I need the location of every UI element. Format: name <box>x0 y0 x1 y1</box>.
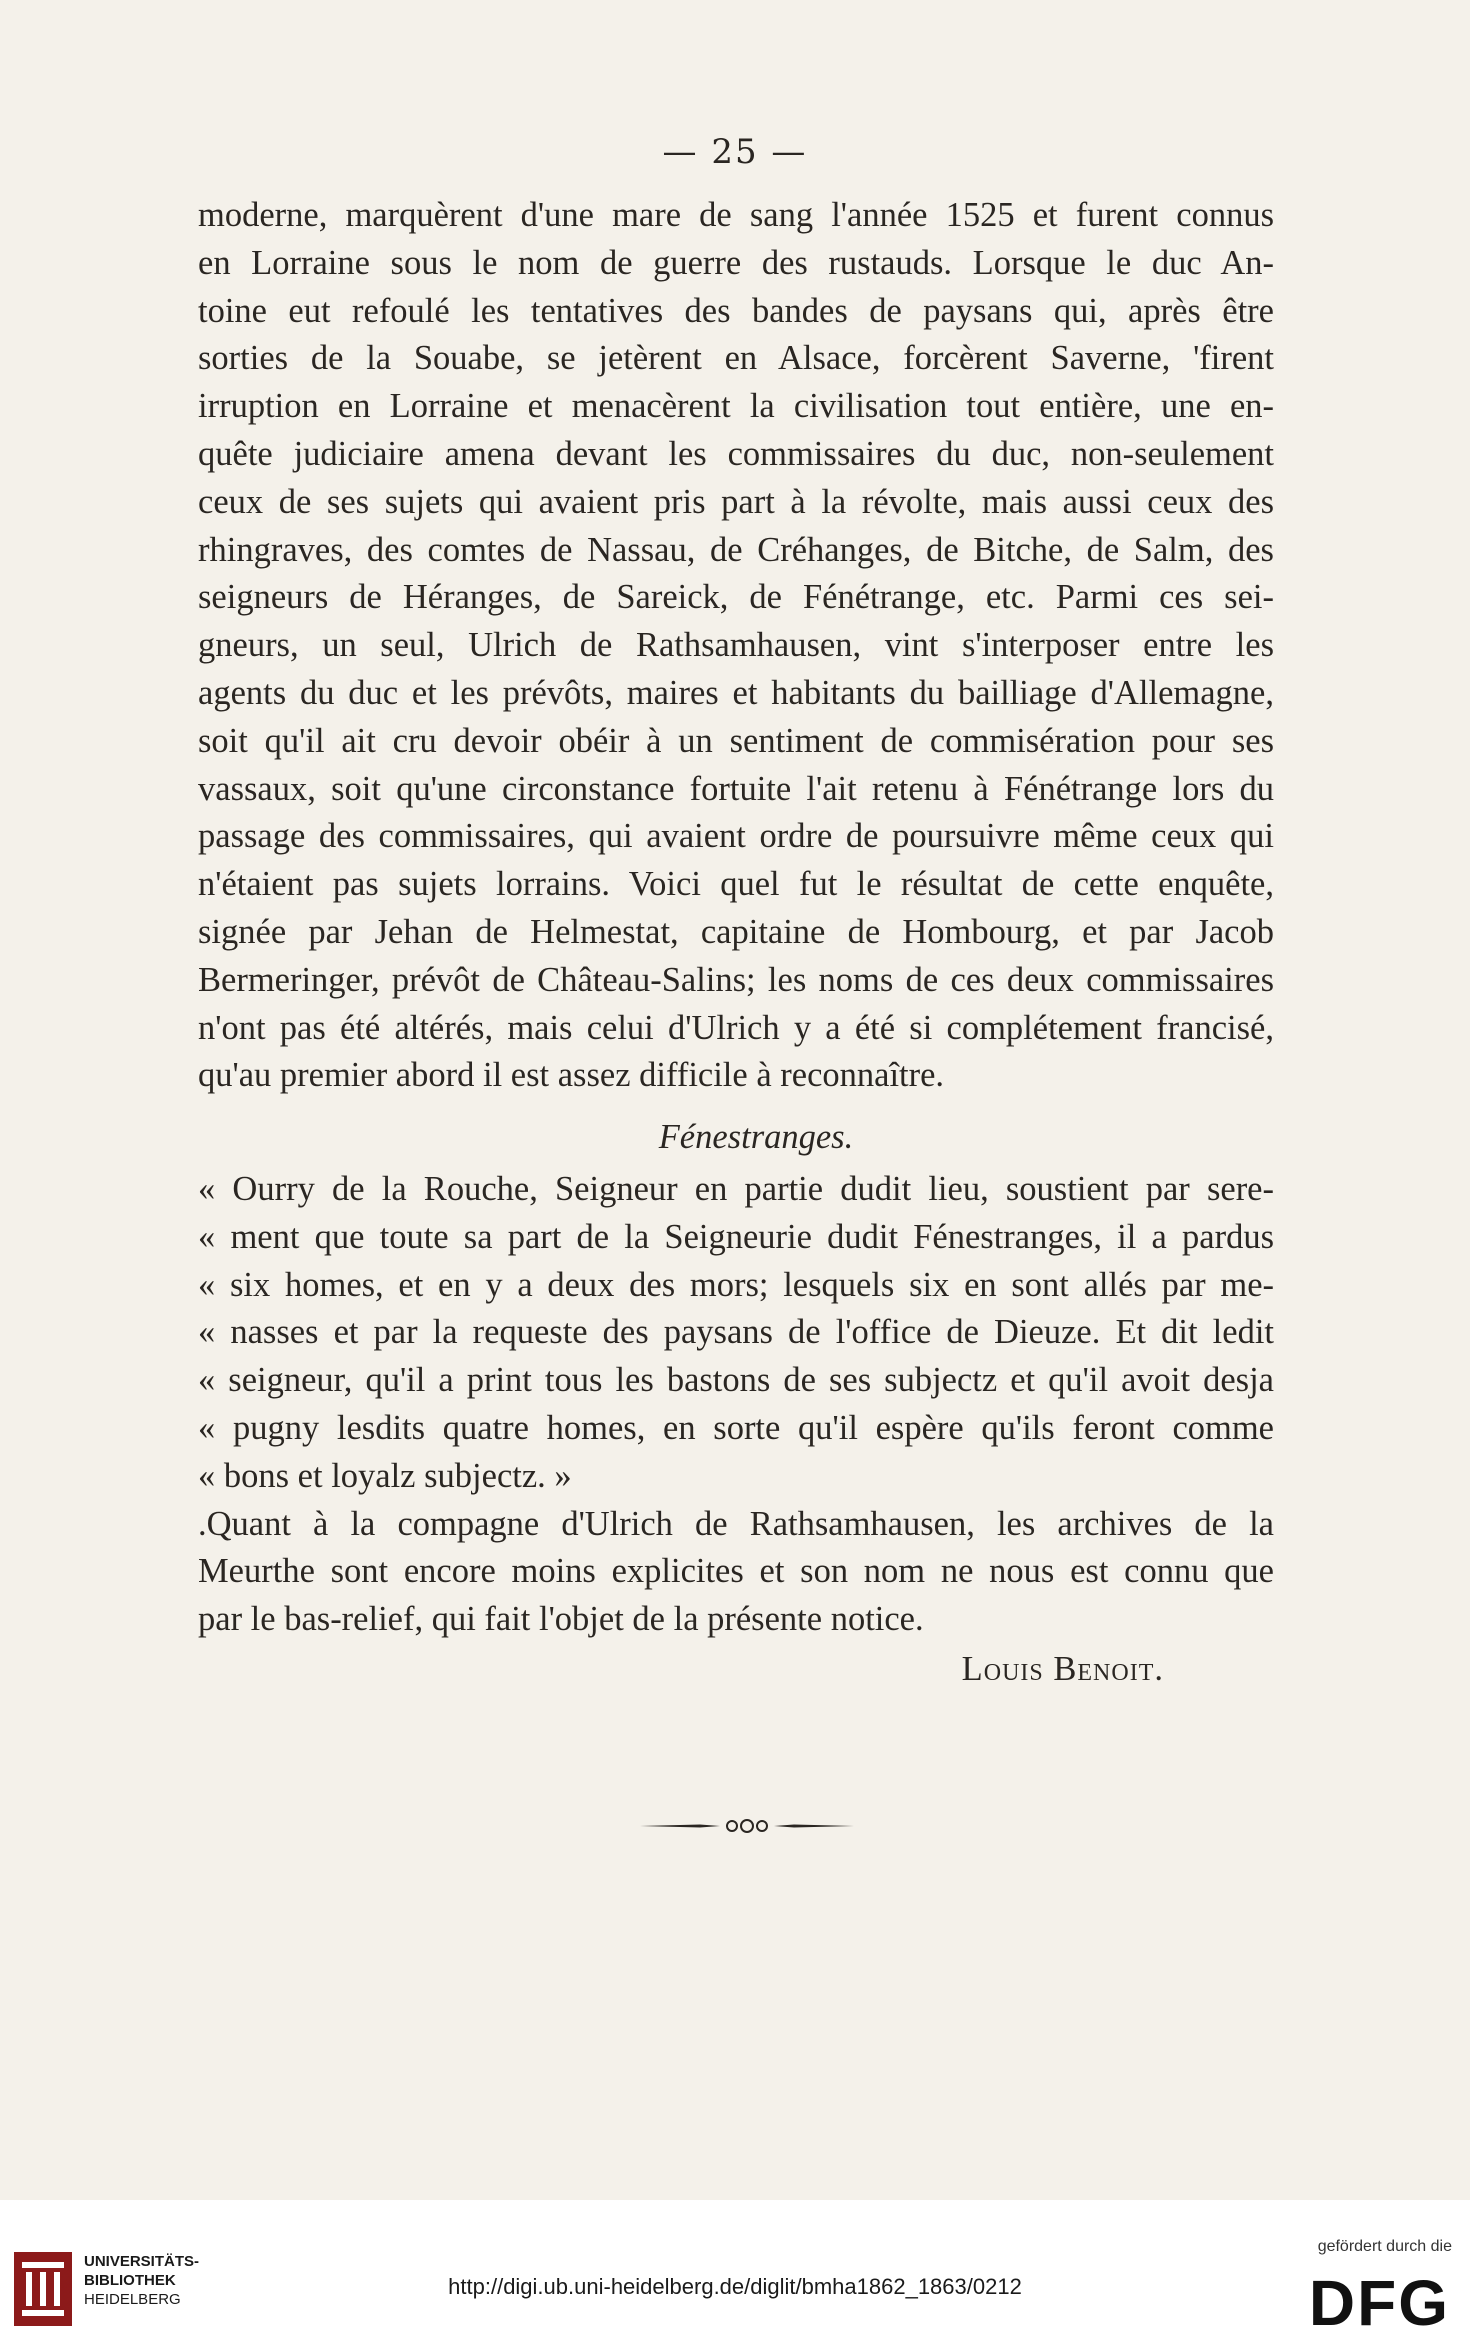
quote-line: « bons et loyalz subjectz. » <box>198 1456 572 1495</box>
quote-line: « seigneur, qu'il a print tous les bastons de ses subjectz et qu'il avoit desja <box>198 1361 1274 1400</box>
text-line: toine eut refoulé les tentatives des bandes de paysans qui, après être <box>198 291 1274 330</box>
text-line: qu'au premier abord il est assez difficile à reconnaître. <box>198 1056 945 1095</box>
text-line: ceux de ses sujets qui avaient pris part à la révolte, mais aussi ceux des <box>198 482 1274 521</box>
permalink-url[interactable]: http://digi.ub.uni-heidelberg.de/diglit/bmha1862_1863/0212 <box>448 2274 1022 2299</box>
intro-paragraph <box>198 192 1274 1100</box>
digitization-footer <box>0 2228 1470 2352</box>
quotation <box>198 1166 1274 1501</box>
quote-line: « ment que toute sa part de la Seigneurie dudit Fénestranges, il a pardus <box>198 1217 1274 1256</box>
quote-line: « six homes, et en y a deux des mors; lesquels six en sont allés par me- <box>198 1265 1274 1304</box>
closing-paragraph <box>198 1501 1274 1644</box>
text-line: soit qu'il ait cru devoir obéir à un sentiment de commisération pour ses <box>198 721 1274 760</box>
text-line: vassaux, soit qu'une circonstance fortuite l'ait retenu à Fénétrange lors du <box>198 769 1274 808</box>
text-line: Bermeringer, prévôt de Château-Salins; les noms de ces deux commissaires <box>198 960 1274 999</box>
page-number: — 25 — <box>662 132 808 172</box>
text-line: en Lorraine sous le nom de guerre des rustauds. Lorsque le duc An- <box>198 243 1274 282</box>
library-name-line: BIBLIOTHEK <box>84 2272 176 2289</box>
text-line: signée par Jehan de Helmestat, capitaine de Hombourg, et par Jacob <box>198 912 1274 951</box>
text-line: gneurs, un seul, Ulrich de Rathsamhausen, vint s'interposer entre les <box>198 626 1274 665</box>
quote-line: « Ourry de la Rouche, Seigneur en partie dudit lieu, soustient par sere- <box>198 1169 1274 1208</box>
text-line: rhingraves, des comtes de Nassau, de Créhanges, de Bitche, de Salm, des <box>198 530 1274 569</box>
text-line: .Quant à la compagne d'Ulrich de Rathsamhausen, les archives de la <box>198 1504 1274 1543</box>
text-line: irruption en Lorraine et menacèrent la civilisation tout entière, une en- <box>198 387 1274 426</box>
text-line: n'étaient pas sujets lorrains. Voici quel fut le résultat de cette enquête, <box>198 865 1274 904</box>
body-text <box>198 192 1274 1694</box>
dfg-logo: DFG <box>1308 2267 1450 2339</box>
quote-line: « nasses et par la requeste des paysans de l'office de Dieuze. Et dit ledit <box>198 1313 1274 1352</box>
library-name-line: UNIVERSITÄTS- <box>84 2253 200 2270</box>
quote-line: « pugny lesdits quatre homes, en sorte qu'il espère qu'ils feront comme <box>198 1408 1274 1447</box>
text-line: n'ont pas été altérés, mais celui d'Ulrich y a été si complétement francisé, <box>198 1008 1274 1047</box>
text-line: Meurthe sont encore moins explicites et son nom ne nous est connu que <box>198 1552 1274 1591</box>
section-heading: Fénestranges. <box>658 1118 854 1157</box>
text-line: quête judiciaire amena devant les commissaires du duc, non-seulement <box>198 434 1274 473</box>
text-line: sorties de la Souabe, se jetèrent en Alsace, forcèrent Saverne, 'firent <box>198 339 1274 378</box>
text-line: par le bas-relief, qui fait l'objet de la présente notice. <box>198 1600 924 1639</box>
text-line: moderne, marquèrent d'une mare de sang l'année 1525 et furent connus <box>198 196 1274 234</box>
ornament-divider-icon <box>640 1814 854 1838</box>
library-name-line: HEIDELBERG <box>84 2291 181 2308</box>
author-signature: Louis Benoit. <box>961 1649 1164 1688</box>
text-line: passage des commissaires, qui avaient ordre de poursuivre même ceux qui <box>198 817 1274 856</box>
text-line: agents du duc et les prévôts, maires et habitants du bailliage d'Allemagne, <box>198 673 1274 712</box>
text-line: seigneurs de Héranges, de Sareick, de Fénétrange, etc. Parmi ces sei- <box>198 578 1274 617</box>
funding-note: gefördert durch die <box>1317 2238 1452 2255</box>
